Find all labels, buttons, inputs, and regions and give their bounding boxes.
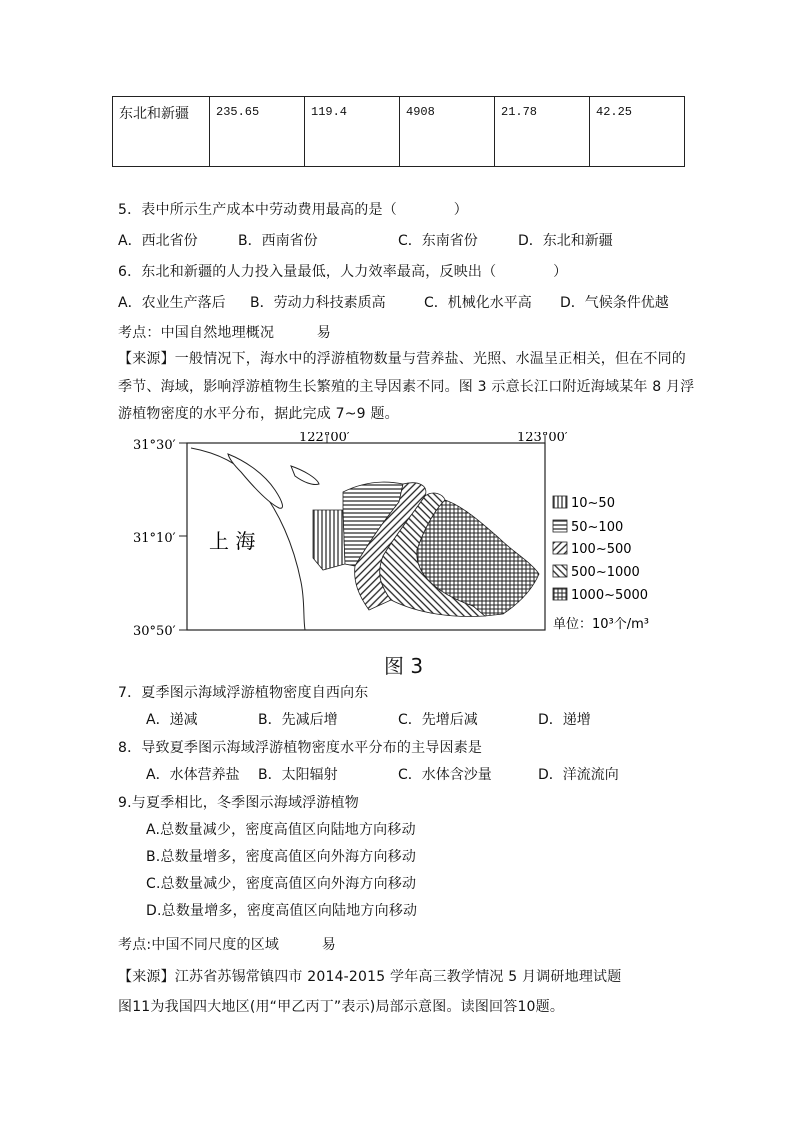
kaodian-2: 考点:中国不同尺度的区域 易 xyxy=(118,937,336,953)
lon-label: 123°00′ xyxy=(517,432,568,445)
q5-option-d: D．东北和新疆 xyxy=(518,233,613,249)
lat-label: 31°10′ xyxy=(133,531,176,546)
question-8-stem: 8．导致夏季图示海域浮游植物密度水平分布的主导因素是 xyxy=(118,740,483,756)
source-1-line-3: 游植物密度的水平分布，据此完成 7~9 题。 xyxy=(118,406,399,422)
legend-label: 1000~5000 xyxy=(571,588,649,603)
legend-swatch xyxy=(553,542,567,554)
lon-label: 122°00′ xyxy=(299,432,350,445)
legend-unit: 单位：10³个/m³ xyxy=(553,617,650,632)
q7-option-a: A．递减 xyxy=(146,712,198,728)
table-row xyxy=(113,97,685,167)
legend-swatch xyxy=(553,565,567,577)
q8-option-a: A．水体营养盐 xyxy=(146,767,240,783)
q5-option-c: C．东南省份 xyxy=(398,233,478,249)
q8-option-d: D．洋流流向 xyxy=(538,767,619,783)
q6-option-c: C．机械化水平高 xyxy=(424,295,532,311)
q5-option-a: A．西北省份 xyxy=(118,233,198,249)
data-table xyxy=(112,96,685,167)
plankton-density-map xyxy=(133,432,673,644)
source-1-line-1: 【来源】一般情况下，海水中的浮游植物数量与营养盐、光照、水温呈正相关，但在不同的 xyxy=(118,351,686,367)
q6-option-a: A．农业生产落后 xyxy=(118,295,226,311)
figure-caption: 图 3 xyxy=(384,654,424,678)
q5-option-b: B．西南省份 xyxy=(238,233,318,249)
question-5-stem: 5．表中所示生产成本中劳动费用最高的是（ ） xyxy=(118,202,468,218)
q9-option-d: D.总数量增多，密度高值区向陆地方向移动 xyxy=(146,903,418,919)
table-cell: 119.4 xyxy=(305,97,400,167)
q8-option-c: C．水体含沙量 xyxy=(398,767,492,783)
source-2: 【来源】江苏省苏锡常镇四市 2014-2015 学年高三教学情况 5 月调研地理试题 xyxy=(118,969,622,985)
legend-label: 500~1000 xyxy=(571,565,640,580)
q7-option-d: D．递增 xyxy=(538,712,591,728)
q6-option-b: B．劳动力科技素质高 xyxy=(250,295,386,311)
place-label-shanghai: 上 海 xyxy=(209,529,256,553)
table-cell: 235.65 xyxy=(210,97,305,167)
table-cell: 21.78 xyxy=(495,97,590,167)
lat-label: 30°50′ xyxy=(133,624,176,639)
zone-10-50 xyxy=(313,510,345,570)
q7-option-c: C．先增后减 xyxy=(398,712,478,728)
legend-swatch xyxy=(553,520,567,532)
q7-option-b: B．先减后增 xyxy=(258,712,338,728)
source-1-line-2: 季节、海域，影响浮游植物生长繁殖的主导因素不同。图 3 示意长江口附近海域某年 8 月浮 xyxy=(118,379,695,395)
q8-option-b: B．太阳辐射 xyxy=(258,767,338,783)
legend-swatch xyxy=(553,588,567,600)
legend-label: 50~100 xyxy=(571,520,624,535)
map-legend xyxy=(553,496,649,632)
legend-label: 100~500 xyxy=(571,542,632,557)
table-cell: 42.25 xyxy=(590,97,685,167)
legend-label: 10~50 xyxy=(571,496,615,511)
legend-swatch xyxy=(553,496,567,508)
kaodian-1: 考点：中国自然地理概况 易 xyxy=(118,325,331,341)
table-cell: 4908 xyxy=(400,97,495,167)
q9-option-c: C.总数量减少，密度高值区向外海方向移动 xyxy=(146,876,417,892)
question-9-stem: 9.与夏季相比，冬季图示海域浮游植物 xyxy=(118,795,359,811)
figure-11-intro: 图11为我国四大地区(用“甲乙丙丁”表示)局部示意图。读图回答10题。 xyxy=(118,999,565,1015)
q6-option-d: D．气候条件优越 xyxy=(560,295,669,311)
lat-label: 31°30′ xyxy=(133,438,176,453)
table-cell: 东北和新疆 xyxy=(113,97,210,167)
question-7-stem: 7．夏季图示海域浮游植物密度自西向东 xyxy=(118,685,369,701)
q9-option-a: A.总数量减少，密度高值区向陆地方向移动 xyxy=(146,822,416,838)
question-6-stem: 6．东北和新疆的人力投入量最低，人力效率最高，反映出（ ） xyxy=(118,264,568,280)
q9-option-b: B.总数量增多，密度高值区向外海方向移动 xyxy=(146,849,417,865)
